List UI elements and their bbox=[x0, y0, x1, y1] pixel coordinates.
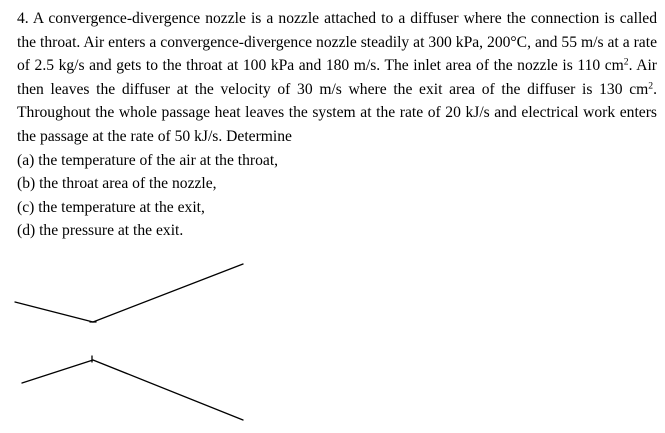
upper-diverging-wall bbox=[93, 264, 243, 322]
question-part-c: (c) the temperature at the exit, bbox=[17, 198, 205, 216]
upper-converging-wall bbox=[15, 302, 93, 322]
statement-part-2: . Air then leaves the diffuser at the velocity of 30 m/s where the exit area of the diffuser is 130 cm bbox=[17, 57, 657, 98]
nozzle-walls bbox=[15, 264, 243, 420]
lower-converging-wall bbox=[22, 360, 93, 383]
area-unit-exponent-2: 2 bbox=[648, 80, 654, 92]
statement-part-3: . Throughout the whole passage heat leaves the system at the rate of 20 kJ/s and electrical work enters the passage at the rate of 50 kJ/s. Determine bbox=[17, 80, 657, 145]
question-part-d: (d) the pressure at the exit. bbox=[17, 222, 184, 240]
area-unit-exponent-1: 2 bbox=[623, 56, 629, 68]
question-part-a: (a) the temperature of the air at the throat, bbox=[17, 151, 279, 169]
lower-diverging-wall bbox=[93, 360, 243, 420]
question-part-b: (b) the throat area of the nozzle, bbox=[17, 175, 217, 193]
statement-part-1: 4. A convergence-divergence nozzle is a nozzle attached to a diffuser where the connection is called the throat. Air enters a convergence-divergence nozzle steadily at 300 kPa, 200°C, and 55 m/s at a rate of 2.5 kg/s and gets to the throat at 100 kPa and 180 m/s. The inlet area of the nozzle is 110 cm bbox=[17, 10, 657, 75]
